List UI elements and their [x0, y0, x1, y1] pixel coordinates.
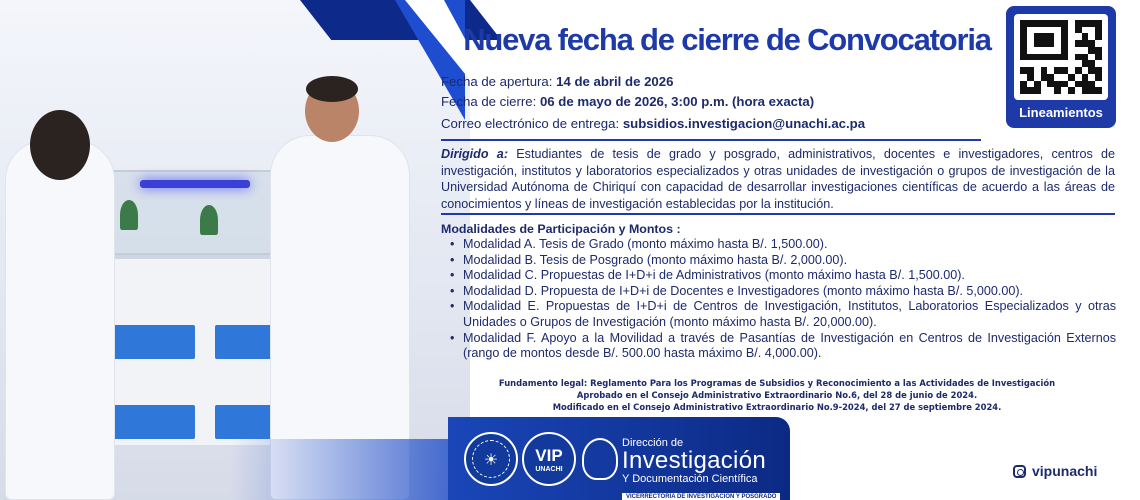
qr-label[interactable]: Lineamientos [1019, 105, 1103, 120]
qr-module [1082, 27, 1089, 34]
qr-module [1027, 60, 1034, 67]
hair [30, 110, 90, 180]
qr-module [1061, 60, 1068, 67]
social-handle[interactable] [1013, 463, 1097, 479]
list-item: • Modalidad D. Propuesta de I+D+i de Docentes e Investigadores (monto máximo hasta B/. 5,000.00). [450, 284, 1116, 300]
qr-module [1054, 20, 1061, 27]
qr-module [1027, 27, 1034, 34]
qr-module [1034, 27, 1041, 34]
qr-module [1041, 67, 1048, 74]
qr-module [1088, 27, 1095, 34]
qr-module [1047, 47, 1054, 54]
opening-value: 14 de abril de 2026 [556, 74, 674, 89]
qr-module [1027, 54, 1034, 61]
social-handle-text[interactable]: vipunachi [1032, 463, 1098, 479]
qr-module [1068, 87, 1075, 94]
qr-module [1020, 54, 1027, 61]
qr-module [1041, 54, 1048, 61]
qr-module [1068, 81, 1075, 88]
qr-module [1047, 54, 1054, 61]
qr-module [1082, 74, 1089, 81]
qr-module [1054, 74, 1061, 81]
divider [441, 213, 1115, 215]
qr-module [1082, 47, 1089, 54]
qr-module [1034, 74, 1041, 81]
qr-module [1054, 40, 1061, 47]
qr-module [1075, 74, 1082, 81]
qr-module [1095, 27, 1102, 34]
qr-module [1027, 81, 1034, 88]
qr-module [1075, 47, 1082, 54]
qr-module [1047, 67, 1054, 74]
unachi-seal-icon [464, 432, 518, 486]
list-item: • Modalidad E. Propuestas de I+D+i de Centros de Investigación, Institutos, Laboratorios Especializados y otras Unidades o Grupos de Investigación (monto máximo hasta B/. 20,000.00). [450, 299, 1116, 330]
qr-module [1047, 20, 1054, 27]
qr-module [1034, 54, 1041, 61]
qr-module [1041, 40, 1048, 47]
divider [441, 139, 981, 141]
qr-module [1082, 60, 1089, 67]
list-item: • Modalidad C. Propuestas de I+D+i de Administrativos (monto máximo hasta B/. 1,500.00). [450, 268, 1116, 284]
target-audience [441, 146, 1115, 212]
qr-module [1088, 67, 1095, 74]
qr-module [1061, 81, 1068, 88]
hair [306, 76, 358, 102]
qr-module [1034, 60, 1041, 67]
qr-module [1088, 81, 1095, 88]
qr-module [1034, 47, 1041, 54]
qr-module [1068, 47, 1075, 54]
qr-module [1068, 54, 1075, 61]
page-title: Nueva fecha de cierre de Convocatoria [463, 22, 991, 57]
qr-module [1020, 27, 1027, 34]
qr-module [1068, 33, 1075, 40]
qr-module [1061, 33, 1068, 40]
plant [120, 200, 138, 230]
qr-module [1027, 40, 1034, 47]
qr-module [1027, 67, 1034, 74]
qr-module [1075, 27, 1082, 34]
modalities-title: Modalidades de Participación y Montos : [441, 222, 681, 236]
qr-module [1047, 40, 1054, 47]
qr-module [1095, 67, 1102, 74]
qr-module [1020, 81, 1027, 88]
qr-module [1061, 20, 1068, 27]
qr-module [1095, 87, 1102, 94]
qr-module [1041, 27, 1048, 34]
qr-module [1054, 33, 1061, 40]
qr-module [1047, 33, 1054, 40]
qr-module [1075, 33, 1082, 40]
qr-module [1020, 67, 1027, 74]
qr-module [1034, 20, 1041, 27]
seal-inner: ☀ [472, 440, 510, 478]
qr-module [1054, 67, 1061, 74]
qr-module [1020, 87, 1027, 94]
qr-module [1075, 81, 1082, 88]
qr-module [1075, 60, 1082, 67]
closing-label: Fecha de cierre: [441, 94, 537, 109]
qr-module [1088, 40, 1095, 47]
qr-module [1020, 20, 1027, 27]
directorate-logo-icon [582, 438, 618, 480]
target-lead: Dirigido a: [441, 147, 509, 161]
vip-text: VIP [535, 445, 563, 465]
list-item: • Modalidad F. Apoyo a la Movilidad a través de Pasantías de Investigación en Centros de Investigación Externos (rango de montos desde B/. 500.00 hasta máximo B/. 4,000.00). [450, 331, 1116, 362]
opening-label: Fecha de apertura: [441, 74, 553, 89]
qr-module [1088, 47, 1095, 54]
qr-module [1075, 87, 1082, 94]
qr-module [1088, 33, 1095, 40]
qr-module [1082, 67, 1089, 74]
legal-line: Aprobado en el Consejo Administrativo Extraordinario No.6, del 28 de junio de 2024. [576, 390, 978, 400]
qr-module [1054, 27, 1061, 34]
list-item: • Modalidad A. Tesis de Grado (monto máximo hasta B/. 1,500.00). [450, 237, 1116, 253]
qr-module [1068, 60, 1075, 67]
qr-module [1041, 87, 1048, 94]
qr-module [1068, 40, 1075, 47]
qr-module [1095, 74, 1102, 81]
qr-code[interactable] [1014, 14, 1108, 100]
qr-module [1027, 74, 1034, 81]
qr-module [1034, 33, 1041, 40]
legal-basis [462, 377, 1092, 413]
qr-module [1095, 81, 1102, 88]
qr-module [1047, 60, 1054, 67]
qr-module [1020, 33, 1027, 40]
qr-module [1054, 60, 1061, 67]
qr-module [1068, 27, 1075, 34]
qr-module [1041, 81, 1048, 88]
qr-module [1061, 67, 1068, 74]
qr-module [1047, 87, 1054, 94]
qr-module [1068, 74, 1075, 81]
uv-lamp [140, 180, 250, 188]
qr-module [1034, 40, 1041, 47]
modalities-list [450, 237, 1116, 362]
qr-module [1075, 54, 1082, 61]
vip-seal-icon [522, 432, 576, 486]
qr-module [1082, 81, 1089, 88]
qr-module [1027, 87, 1034, 94]
qr-module [1095, 40, 1102, 47]
qr-module [1095, 47, 1102, 54]
qr-module [1082, 87, 1089, 94]
logo-strip-fade [0, 439, 460, 500]
qr-module [1020, 40, 1027, 47]
qr-module [1027, 47, 1034, 54]
qr-module [1082, 54, 1089, 61]
qr-module [1082, 20, 1089, 27]
qr-module [1027, 33, 1034, 40]
plant [200, 205, 218, 235]
qr-module [1082, 40, 1089, 47]
email-value[interactable]: subsidios.investigacion@unachi.ac.pa [622, 116, 866, 131]
qr-module [1095, 20, 1102, 27]
qr-module [1054, 81, 1061, 88]
qr-module [1020, 47, 1027, 54]
qr-module [1061, 47, 1068, 54]
dir-line4: VICERRECTORÍA DE INVESTIGACIÓN Y POSGRADO [622, 493, 780, 500]
qr-module [1075, 40, 1082, 47]
qr-module [1041, 60, 1048, 67]
dir-line1: Dirección de [622, 437, 684, 449]
legal-line: Fundamento legal: Reglamento Para los Programas de Subsidios y Reconocimiento a las Actividades de Investigación [498, 378, 1056, 388]
qr-module [1095, 60, 1102, 67]
instagram-icon [1013, 465, 1026, 478]
qr-module [1061, 74, 1068, 81]
qr-module [1061, 27, 1068, 34]
qr-module [1061, 87, 1068, 94]
dir-line2: Investigación [622, 447, 766, 474]
unachi-text: UNACHI [535, 465, 563, 473]
qr-module [1041, 20, 1048, 27]
qr-module [1047, 27, 1054, 34]
directorate-name [622, 437, 780, 500]
qr-module [1027, 20, 1034, 27]
closing-date [441, 94, 814, 109]
drawer [105, 325, 195, 359]
target-text: Estudiantes de tesis de grado y posgrado, administrativos, docentes e investigadores, centros de investigación, institutos y laboratorios especializados y otras unidades de investigación o grupos de investigación de la Universidad Autónoma de Chiriquí con capacidad de desarrollar investigaciones científicas de acuerdo a las áreas de conocimientos y líneas de investigación establecidas por la institución. [441, 147, 1115, 211]
qr-module [1034, 87, 1041, 94]
qr-module [1054, 87, 1061, 94]
legal-line: Modificado en el Consejo Administrativo Extraordinario No.9-2024, del 27 de septiembre 2024. [552, 402, 1002, 412]
closing-value: 06 de mayo de 2026, 3:00 p.m. (hora exacta) [539, 94, 815, 109]
qr-module [1082, 33, 1089, 40]
qr-module [1041, 74, 1048, 81]
email-line [441, 116, 865, 131]
qr-module [1088, 87, 1095, 94]
dir-line3: Y Documentación Científica [622, 473, 758, 485]
qr-module [1088, 74, 1095, 81]
list-item: • Modalidad B. Tesis de Posgrado (monto máximo hasta B/. 2,000.00). [450, 253, 1116, 269]
opening-date [441, 74, 673, 89]
qr-module [1020, 74, 1027, 81]
qr-module [1088, 20, 1095, 27]
qr-module [1095, 33, 1102, 40]
qr-module [1075, 20, 1082, 27]
qr-module [1041, 47, 1048, 54]
qr-module [1088, 60, 1095, 67]
qr-module [1068, 20, 1075, 27]
qr-module [1020, 60, 1027, 67]
qr-module [1068, 67, 1075, 74]
qr-module [1061, 40, 1068, 47]
qr-module [1054, 47, 1061, 54]
qr-module [1041, 33, 1048, 40]
qr-module [1034, 67, 1041, 74]
qr-module [1047, 74, 1054, 81]
qr-module [1047, 81, 1054, 88]
qr-module [1095, 54, 1102, 61]
qr-module [1034, 81, 1041, 88]
email-label: Correo electrónico de entrega: [441, 116, 620, 131]
qr-module [1075, 67, 1082, 74]
qr-module [1061, 54, 1068, 61]
qr-module [1054, 54, 1061, 61]
qr-module [1088, 54, 1095, 61]
